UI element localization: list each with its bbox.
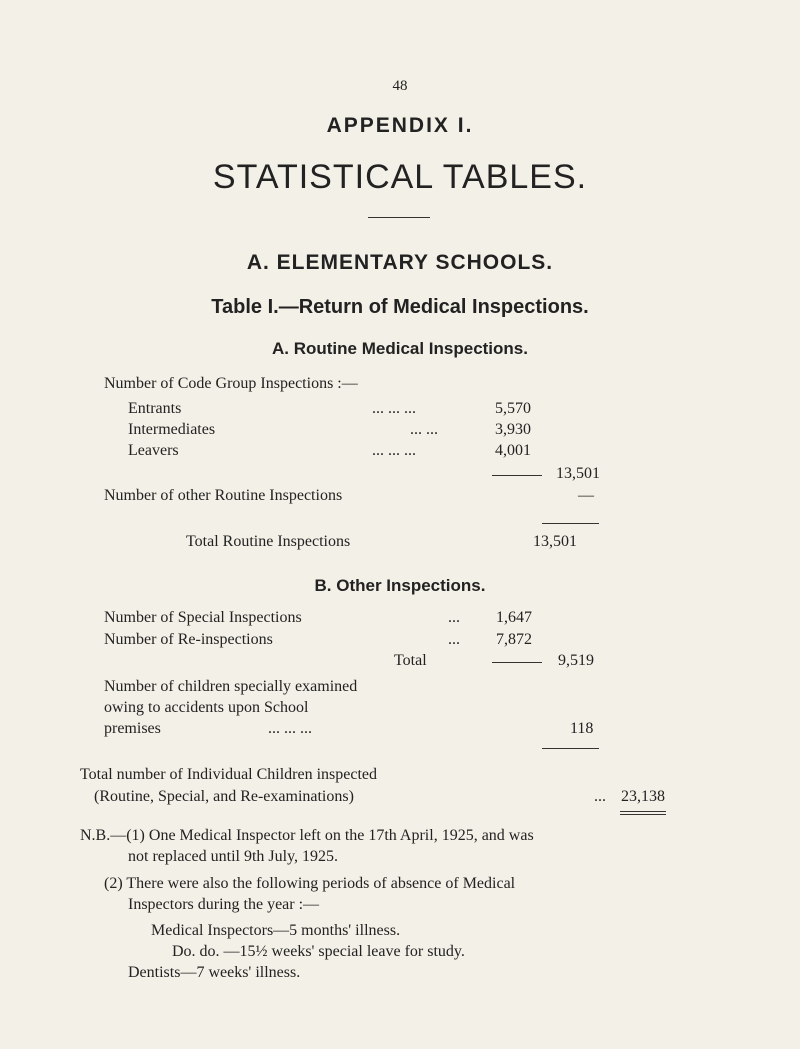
- routine-total-rule: [542, 523, 599, 524]
- special-dots: ...: [448, 609, 460, 626]
- reinspections-value: 7,872: [496, 631, 532, 648]
- special-value: 1,647: [496, 609, 532, 626]
- group-label-entrants: Entrants: [128, 400, 182, 417]
- group-value-leavers: 4,001: [495, 442, 531, 459]
- group-value-intermediates: 3,930: [495, 421, 531, 438]
- other-heading: B. Other Inspections.: [314, 576, 486, 595]
- section-heading: A. ELEMENTARY SCHOOLS.: [246, 251, 554, 274]
- accident-line-1: Number of children specially examined: [104, 678, 358, 695]
- group-label-intermediates: Intermediates: [128, 421, 216, 438]
- absence-medical-inspectors: Medical Inspectors—5 months' illness.: [151, 922, 401, 939]
- note-2-line-2: Inspectors during the year :—: [128, 896, 320, 913]
- routine-total-value: 13,501: [533, 533, 577, 550]
- group-value-entrants: 5,570: [495, 400, 531, 417]
- subtotal-rule: [492, 475, 542, 476]
- groups-subtotal: 13,501: [556, 465, 600, 482]
- other-routine-label: Number of other Routine Inspections: [104, 487, 343, 504]
- individual-double-rule-2: [620, 814, 666, 815]
- note-1-line-2: not replaced until 9th July, 1925.: [128, 848, 339, 865]
- accident-dots: ... ... ...: [268, 720, 312, 737]
- code-group-intro: Number of Code Group Inspections :—: [104, 375, 358, 392]
- title-divider: [368, 217, 430, 218]
- group-dots-leavers: ... ... ...: [372, 442, 416, 459]
- other-total-label: Total: [394, 652, 427, 669]
- reinspections-dots: ...: [448, 631, 460, 648]
- individual-line-2: (Routine, Special, and Re-examinations): [94, 788, 354, 805]
- individual-double-rule-1: [620, 811, 666, 812]
- other-routine-value: —: [578, 487, 594, 504]
- note-2-line-1: (2) There were also the following periods of absence of Medical: [104, 875, 516, 892]
- group-label-leavers: Leavers: [128, 442, 179, 459]
- reinspections-label: Number of Re-inspections: [104, 631, 273, 648]
- routine-heading: A. Routine Medical Inspections.: [272, 339, 528, 358]
- routine-total-label: Total Routine Inspections: [186, 533, 351, 550]
- other-total-value: 9,519: [558, 652, 594, 669]
- accident-line-3: premises: [104, 720, 161, 737]
- group-dots-entrants: ... ... ...: [372, 400, 416, 417]
- accident-value: 118: [570, 720, 594, 737]
- absence-ditto: Do. do. —15½ weeks' special leave for study.: [172, 943, 465, 960]
- absence-dentists: Dentists—7 weeks' illness.: [128, 964, 301, 981]
- note-1-line-1: N.B.—(1) One Medical Inspector left on the 17th April, 1925, and was: [80, 827, 534, 844]
- special-label: Number of Special Inspections: [104, 609, 302, 626]
- page-number: 48: [392, 78, 408, 94]
- group-dots-intermediates: ... ...: [410, 421, 438, 438]
- individual-line-1: Total number of Individual Children inspected: [80, 766, 378, 783]
- individual-total: 23,138: [621, 788, 665, 805]
- table-title: Table I.—Return of Medical Inspections.: [211, 296, 589, 318]
- accident-rule: [542, 748, 599, 749]
- other-total-rule: [492, 662, 542, 663]
- page-title: STATISTICAL TABLES.: [212, 158, 588, 196]
- accident-line-2: owing to accidents upon School: [104, 699, 309, 716]
- appendix-heading: APPENDIX I.: [326, 114, 474, 137]
- individual-dots: ...: [594, 788, 606, 805]
